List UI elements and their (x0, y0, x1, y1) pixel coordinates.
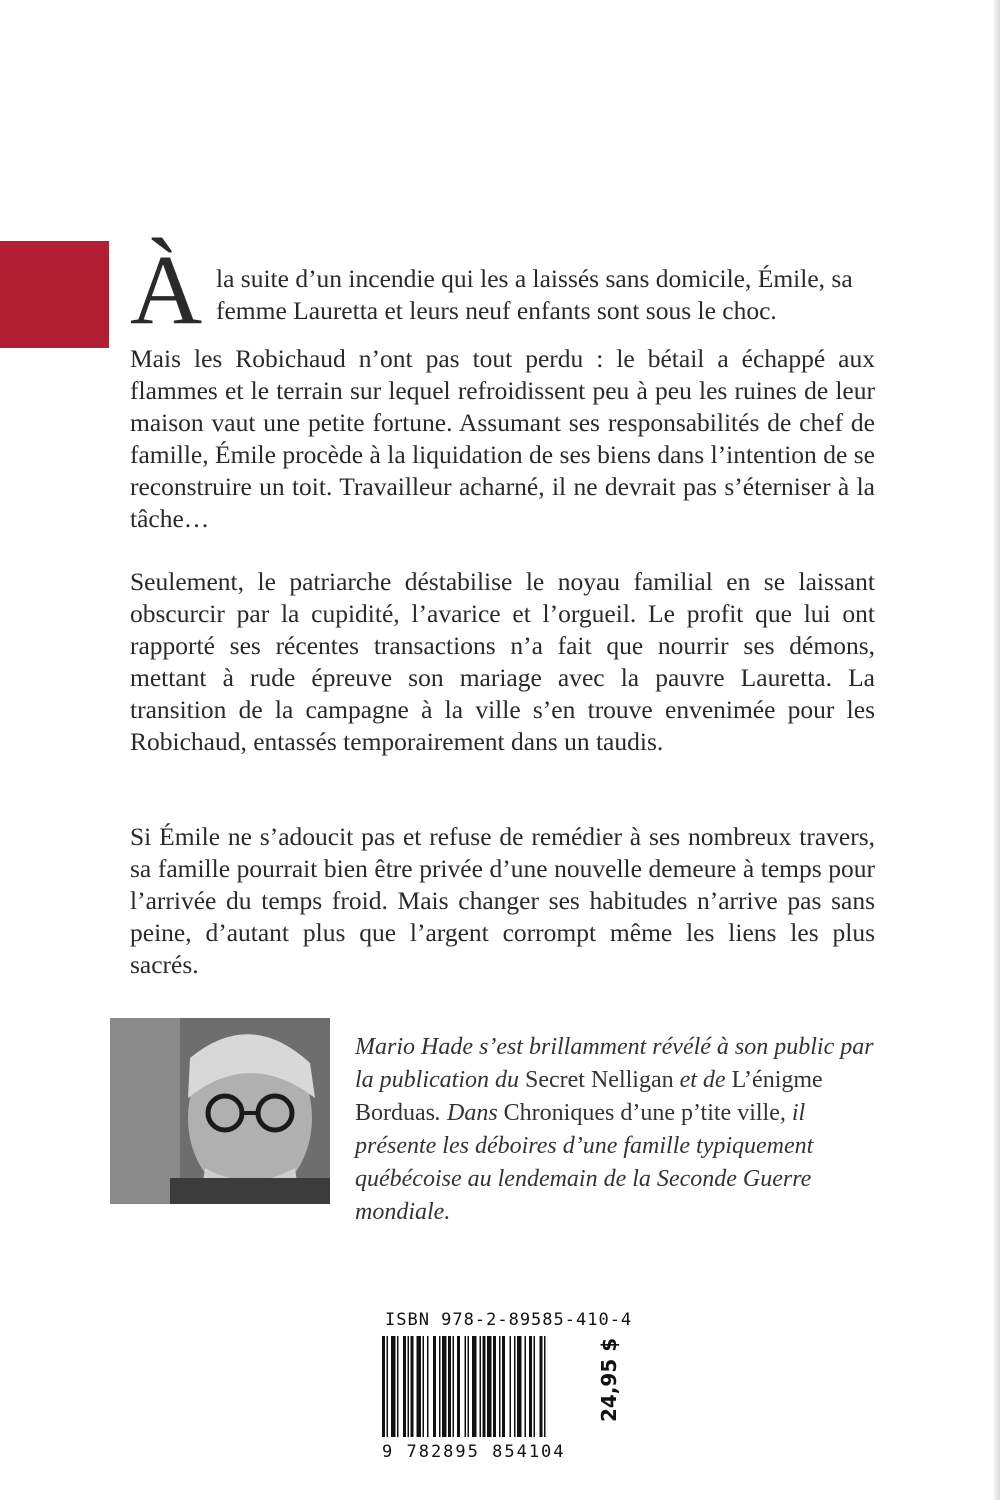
author-photo (110, 1018, 330, 1204)
barcode-bar (502, 1336, 505, 1437)
barcode-bar (499, 1336, 501, 1437)
barcode-bar (465, 1336, 467, 1437)
barcode-bar (448, 1336, 451, 1437)
barcode-bar (534, 1336, 536, 1437)
author-photo-illustration (110, 1018, 330, 1204)
barcode-bar (540, 1336, 543, 1437)
barcode-bar (417, 1336, 422, 1437)
isbn-label: ISBN 978-2-89585-410-4 (385, 1310, 633, 1330)
paragraph-2: Mais les Robichaud n’ont pas tout perdu : le bétail a échappé aux flammes et le terrain sur lequel refroidissent peu à peu les ruines de leur maison vaut une petite fortune. Assumant ses responsabilités de chef de famille, Émile procède à la liquidation de ses biens dans l’intention de se reconstruire un toit. Travailleur acharné, il ne devrait pas s’éterniser à la tâche… (130, 344, 875, 533)
bio-part-3: . Dans (435, 1100, 504, 1126)
barcode-bar (433, 1336, 436, 1437)
barcode-bar (514, 1336, 516, 1437)
accent-bar (0, 241, 109, 348)
drop-cap: À (130, 234, 203, 345)
barcode-bar (510, 1336, 512, 1437)
barcode-bar (480, 1336, 482, 1437)
barcode-bar (442, 1336, 447, 1437)
barcode-bar (472, 1336, 477, 1437)
barcode-bar (439, 1336, 441, 1437)
intro-line-2: femme Lauretta et leurs neuf enfants sont sous le choc. (216, 296, 777, 325)
author-bio (355, 1031, 875, 1229)
barcode-bar (382, 1336, 385, 1437)
barcode-bar (487, 1336, 492, 1437)
barcode-bar (411, 1336, 414, 1437)
barcode-bar (423, 1336, 425, 1437)
bio-part-4: , il présente les déboires d’une famille typiquement québécoise au lendemain de la Seconde Guerre mondiale. (355, 1100, 814, 1225)
barcode-bar (544, 1336, 546, 1437)
paragraph-3: Seulement, le patriarche déstabilise le noyau familial en se laissant obscurcir par la cupidité, l’avarice et l’orgueil. Le profit que lui ont rapporté ses récentes transactions n’a fait que nourrir ses démons, mettant à rude épreuve son mariage avec la pauvre Lauretta. La transition de la campagne à la ville s’en trouve envenimée pour les Robichaud, entassés temporairement dans un taudis. (130, 567, 875, 756)
bio-title-1: Secret Nelligan (525, 1067, 674, 1093)
barcode-bar (525, 1336, 527, 1437)
barcode-bar (529, 1336, 532, 1437)
barcode-bar (397, 1336, 399, 1437)
barcode-bar (517, 1336, 522, 1437)
page-edge (994, 0, 1000, 1500)
barcode-bar (391, 1336, 396, 1437)
barcode-bar (493, 1336, 496, 1437)
bio-title-2: L’énigme Borduas (355, 1067, 823, 1126)
price-label: 24,95 $ (597, 1337, 621, 1423)
barcode-bar (457, 1336, 460, 1437)
barcode-bar (408, 1336, 410, 1437)
bio-part-2: et de (673, 1067, 732, 1093)
intro-line-1: la suite d’un incendie qui les a laissés sans domicile, Émile, sa (216, 264, 853, 293)
barcode-digits: 9 782895 854104 (382, 1442, 566, 1462)
barcode (381, 1336, 586, 1437)
barcode-bar (427, 1336, 429, 1437)
bio-title-3: Chroniques d’une p’tite ville (503, 1100, 780, 1126)
barcode-bar (403, 1336, 406, 1437)
paragraph-4: Si Émile ne s’adoucit pas et refuse de remédier à ses nombreux travers, sa famille pourrait bien être privée d’une nouvelle demeure à temps pour l’arrivée du temps froid. Mais changer ses habitudes n’arrive pas sans peine, d’autant plus que l’argent corrompt même les liens les plus sacrés. (130, 822, 875, 979)
barcode-bar (387, 1336, 389, 1437)
bio-part-1: Mario Hade s’est brillamment révélé à son public par la publication du (355, 1034, 874, 1093)
barcode-bar (453, 1336, 455, 1437)
barcode-bar (483, 1336, 486, 1437)
barcode-bar (468, 1336, 470, 1437)
